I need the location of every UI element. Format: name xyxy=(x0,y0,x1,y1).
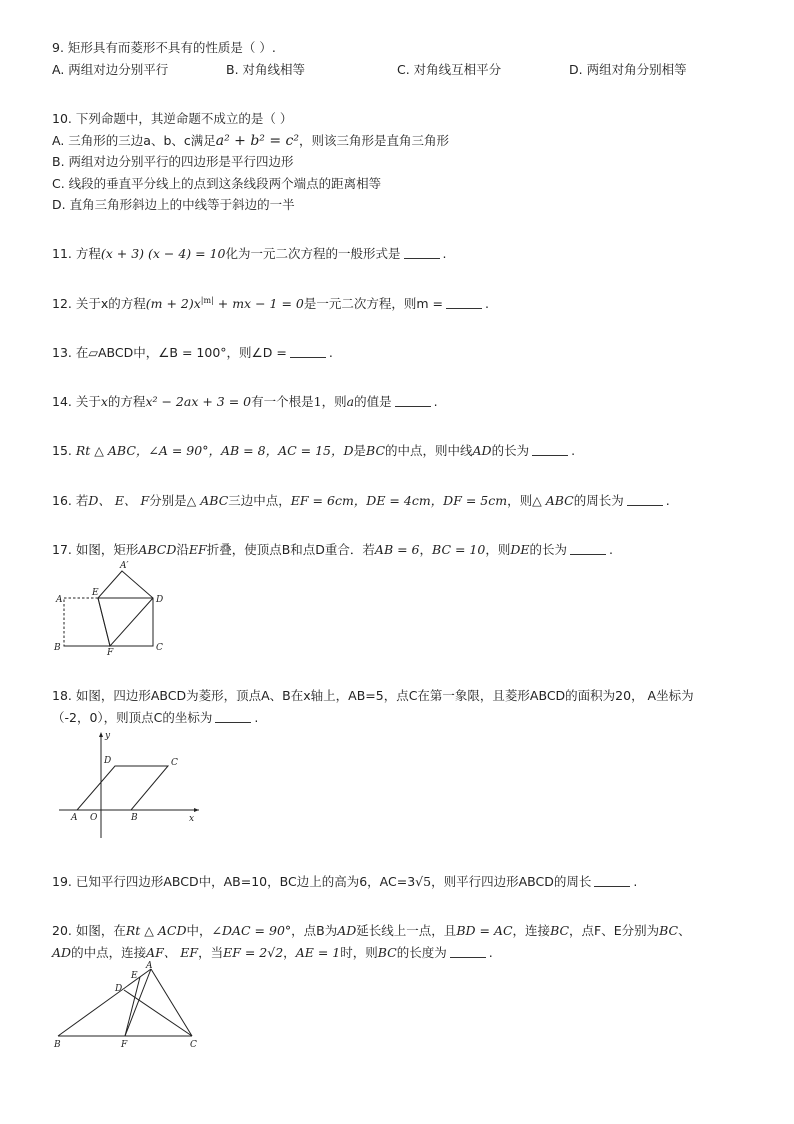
q15-math-d: ，D xyxy=(330,443,354,458)
q15-math-angle: ，∠A = 90° xyxy=(135,443,209,458)
q12-math-b: + mx − 1 = 0 xyxy=(213,296,304,311)
q18-label-y: y xyxy=(105,731,111,741)
q20-math-ad: AD xyxy=(337,923,357,938)
q20-answer-blank[interactable] xyxy=(450,945,486,958)
q15-text-post: 的长为 xyxy=(491,443,530,458)
q15-math-ac: ，AC = 15 xyxy=(265,443,331,458)
q10-option-c: C. 线段的垂直平分线上的点到这条线段两个端点的距离相等 xyxy=(52,176,382,191)
q20-math-af-ef: AF、 EF xyxy=(146,945,199,960)
q17-label-a-prime: A′ xyxy=(120,561,129,571)
q14-text-post: 的值是 xyxy=(354,394,392,409)
q12-math-a: (m + 2)x xyxy=(145,296,201,311)
q10-option-a-text: A. 三角形的三边a、b、c满足 xyxy=(52,133,216,148)
q15-text-1: 是 xyxy=(353,443,367,458)
q10-option-a xyxy=(52,132,449,150)
q16-math-triangle-2: △ ABC xyxy=(532,493,574,508)
q17-label-a: A xyxy=(56,595,63,605)
q18-line-2 xyxy=(52,709,258,727)
q18-end: . xyxy=(254,710,259,725)
q15-text-2: 的中点，则中线 xyxy=(385,443,473,458)
q15-math-bc: BC xyxy=(366,443,386,458)
q20-text-6: 、 xyxy=(678,923,691,938)
q15-end: . xyxy=(571,443,576,458)
q19-end: . xyxy=(633,874,638,889)
q13-text: 13. 在▱ABCD中，∠B = 100°，则∠D = xyxy=(52,345,287,360)
q18-y-axis-arrow xyxy=(99,732,103,737)
q10-stem: 10. 下列命题中，其逆命题不成立的是（ ） xyxy=(52,111,293,126)
q20-segment-fa xyxy=(125,969,151,1036)
q14-end: . xyxy=(433,394,438,409)
q19-math-sqrt: √5 xyxy=(415,874,432,889)
q14-math: x² − 2ax + 3 = 0 xyxy=(145,394,252,409)
q14 xyxy=(52,393,438,411)
q18-label-a: A xyxy=(71,813,78,823)
q17-math-ab: AB = 6 xyxy=(374,542,420,557)
q20-text: 20. 如图，在 xyxy=(52,923,126,938)
q12-math-exponent: |m| xyxy=(200,296,214,305)
q17-text-1: 沿 xyxy=(176,542,189,557)
q9-stem: 9. 矩形具有而菱形不具有的性质是（ ）. xyxy=(52,40,276,55)
q12 xyxy=(52,295,489,313)
q19-answer-blank[interactable] xyxy=(594,874,630,887)
q20-label-a: A xyxy=(146,961,153,971)
q20-math-bc-3: BC xyxy=(377,945,397,960)
q16-end: . xyxy=(665,493,670,508)
q14-var-x: x xyxy=(100,394,108,409)
q10-option-b: B. 两组对边分别平行的四边形是平行四边形 xyxy=(52,154,294,169)
q20-label-b: B xyxy=(54,1040,61,1050)
q17-label-e: E xyxy=(92,588,99,598)
q17-label-f: F xyxy=(107,648,114,656)
q17-fold-rectangle-figure xyxy=(50,560,180,656)
q20-triangle-figure xyxy=(50,958,210,1052)
q16-math-points: D、 E、 F xyxy=(88,493,150,508)
q18-label-c: C xyxy=(171,758,178,768)
q17-math-abcd: ABCD xyxy=(138,542,177,557)
q20-segment-ac xyxy=(151,969,192,1036)
q17-math-de: DE xyxy=(510,542,530,557)
q17-label-b: B xyxy=(54,643,61,653)
q13 xyxy=(52,344,333,362)
q19-text: 19. 已知平行四边形ABCD中，AB=10，BC边上的高为6，AC=3 xyxy=(52,874,416,889)
q12-answer-blank[interactable] xyxy=(446,296,482,309)
q11-answer-blank[interactable] xyxy=(404,246,440,259)
q11-end: . xyxy=(442,246,447,261)
q9-option-d: D. 两组对角分别相等 xyxy=(569,62,687,77)
q14-text-2: 的方程 xyxy=(107,394,146,409)
q17-label-d: D xyxy=(156,595,164,605)
q16-text: 16. 若 xyxy=(52,493,89,508)
q16-text-1: 分别是 xyxy=(149,493,187,508)
q16-text-3: ，则 xyxy=(507,493,533,508)
q14-root-value: 1 xyxy=(313,394,322,409)
q16-text-2: 三边中点， xyxy=(228,493,291,508)
q20-text-1: 中， xyxy=(186,923,212,938)
q17 xyxy=(52,541,613,559)
q20-label-e: E xyxy=(131,971,138,981)
q20-math-bc: BC xyxy=(550,923,570,938)
q17-fold-line-ef xyxy=(98,598,110,646)
q17-text-3: ， xyxy=(419,542,433,557)
q11-text: 11. 方程 xyxy=(52,246,101,261)
q15-answer-blank[interactable] xyxy=(532,443,568,456)
q15-math-ab: ，AB = 8 xyxy=(208,443,266,458)
q19 xyxy=(52,873,637,891)
q9-option-c: C. 对角线互相平分 xyxy=(397,62,502,77)
q17-math-bc: BC = 10 xyxy=(432,542,486,557)
q16-math-lengths: EF = 6cm，DE = 4cm，DF = 5cm xyxy=(290,493,508,508)
q18-text: （-2，0），则顶点C的坐标为 xyxy=(52,710,213,725)
q20-math-triangle: Rt △ ACD xyxy=(125,923,187,938)
q10-option-d: D. 直角三角形斜边上的中线等于斜边的一半 xyxy=(52,197,295,212)
q20-math-ad-2: AD xyxy=(52,945,72,960)
q17-end: . xyxy=(609,542,614,557)
q20-label-f: F xyxy=(121,1040,128,1050)
q18-label-b: B xyxy=(131,813,138,823)
q14-var-a: a xyxy=(346,394,355,409)
q12-text: 12. 关于x的方程 xyxy=(52,296,146,311)
q18-rhombus-figure xyxy=(55,728,205,840)
q20-line-1 xyxy=(52,922,691,940)
q15-math-ad: AD xyxy=(472,443,492,458)
q17-text-2: 折叠，使顶点B和点D重合．若 xyxy=(206,542,375,557)
q12-end: . xyxy=(484,296,489,311)
q10-option-a-tail: ，则该三角形是直角三角形 xyxy=(299,133,450,148)
q20-text-post: 的长度为 xyxy=(396,945,447,960)
q18-label-x: x xyxy=(189,814,195,824)
q20-math-bc-2: BC xyxy=(659,923,679,938)
q18-line-1: 18. 如图，四边形ABCD为菱形，顶点A、B在x轴上，AB=5，点C在第一象限，且菱形ABCD的面积为20， A坐标为 xyxy=(52,688,694,703)
q20-text-9: ， xyxy=(283,945,296,960)
q14-answer-blank[interactable] xyxy=(395,394,431,407)
q17-text-4: ，则 xyxy=(485,542,511,557)
q9-option-b: B. 对角线相等 xyxy=(226,62,306,77)
q11-math: (x + 3) (x − 4) = 10 xyxy=(100,246,226,261)
q20-label-c: C xyxy=(190,1040,197,1050)
q18-x-axis-arrow xyxy=(194,808,199,812)
q17-math-ef: EF xyxy=(188,542,207,557)
q13-end: . xyxy=(328,345,333,360)
q20-math-ef: EF = 2√2 xyxy=(223,945,284,960)
q17-label-c: C xyxy=(156,643,163,653)
q20-text-3: 延长线上一点，且 xyxy=(356,923,457,938)
q20-math-bd-ac: BD = AC xyxy=(456,923,513,938)
q20-text-8: ，当 xyxy=(198,945,224,960)
q9-option-a: A. 两组对边分别平行 xyxy=(52,62,169,77)
q16-text-post: 的周长为 xyxy=(573,493,624,508)
q14-text: 14. 关于 xyxy=(52,394,101,409)
q16-answer-blank[interactable] xyxy=(627,493,663,506)
q20-text-4: ，连接 xyxy=(512,923,551,938)
q18-rhombus-abcd xyxy=(77,766,168,810)
q18-label-o: O xyxy=(90,813,98,823)
q17-answer-blank[interactable] xyxy=(570,542,606,555)
q17-text: 17. 如图，矩形 xyxy=(52,542,139,557)
q18-answer-blank[interactable] xyxy=(215,710,251,723)
q18-label-d: D xyxy=(104,756,112,766)
q14-text-3: 有一个根是 xyxy=(251,394,314,409)
q20-label-d: D xyxy=(115,984,123,994)
q20-end: . xyxy=(488,945,493,960)
q15 xyxy=(52,442,575,460)
q20-text-7: 的中点，连接 xyxy=(71,945,147,960)
q20-text-2: ，点B为 xyxy=(291,923,338,938)
q20-text-5: ，点F、E分别为 xyxy=(569,923,660,938)
q17-text-post: 的长为 xyxy=(529,542,568,557)
q14-text-4: ，则 xyxy=(321,394,347,409)
q19-text-post: ，则平行四边形ABCD的周长 xyxy=(431,874,592,889)
q15-math-triangle: Rt △ ABC xyxy=(75,443,136,458)
q15-number: 15. xyxy=(52,443,72,458)
q20-text-10: 时，则 xyxy=(340,945,378,960)
q16-math-triangle: △ ABC xyxy=(186,493,229,508)
q12-text-post: 是一元二次方程，则m = xyxy=(303,296,443,311)
q11-text-post: 化为一元二次方程的一般形式是 xyxy=(225,246,401,261)
q10-option-a-math: a² + b² = c² xyxy=(215,133,299,149)
q20-math-angle: ∠DAC = 90° xyxy=(211,923,292,938)
q11 xyxy=(52,245,447,263)
q13-answer-blank[interactable] xyxy=(290,345,326,358)
q20-math-ae: AE = 1 xyxy=(295,945,341,960)
q16 xyxy=(52,492,670,510)
q17-folded-shape xyxy=(98,571,153,646)
